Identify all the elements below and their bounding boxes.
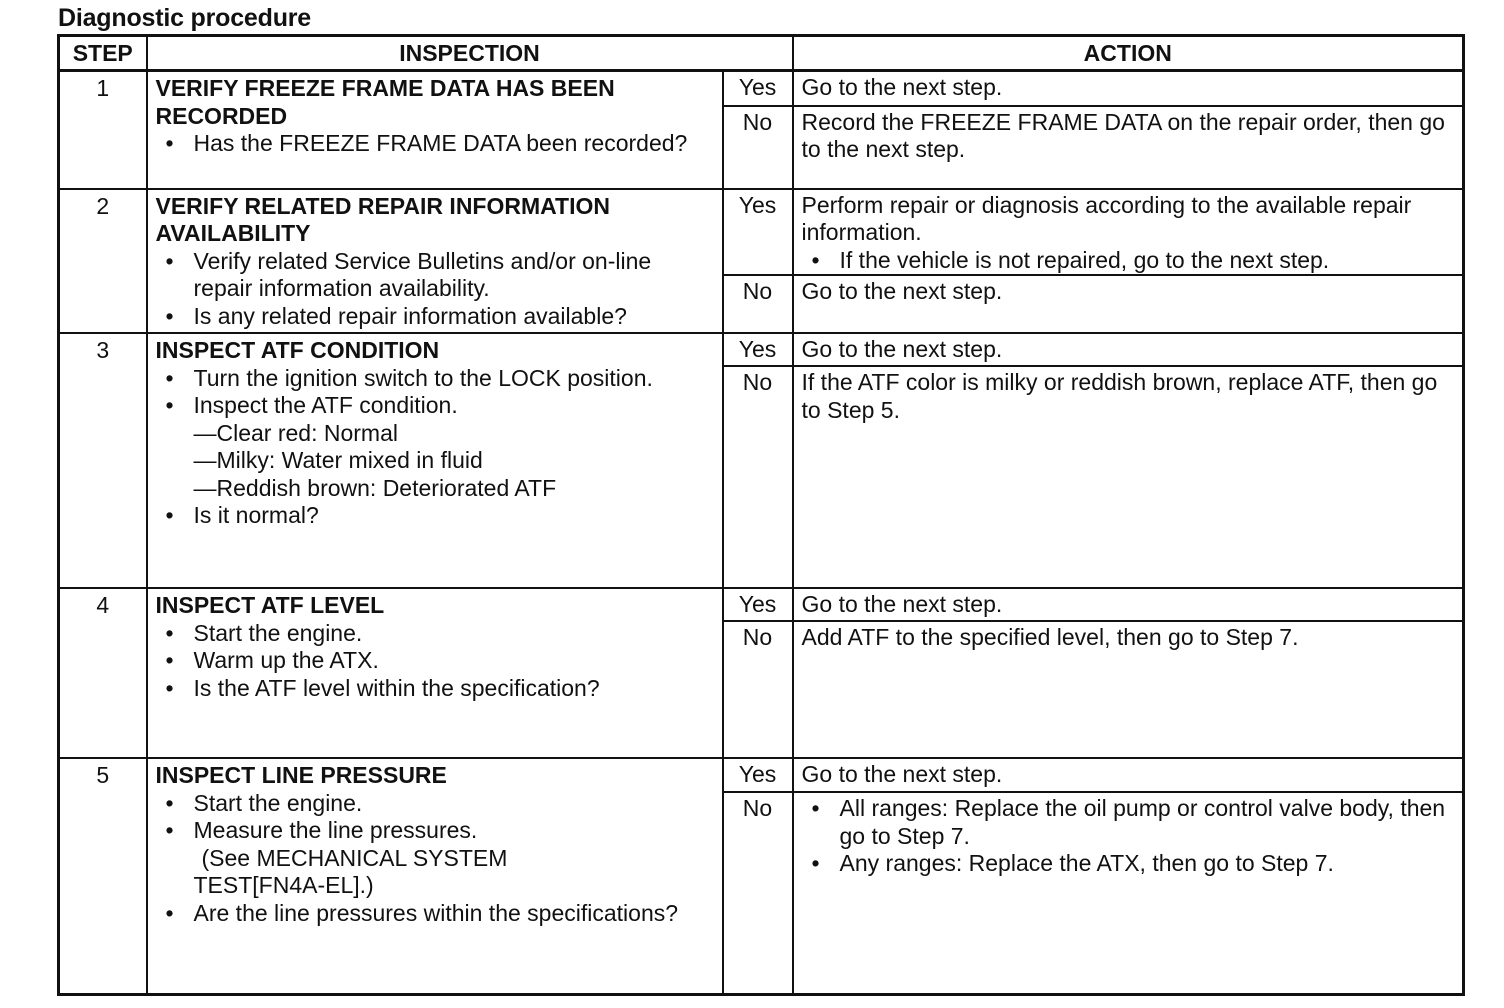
- no-action: Go to the next step.: [793, 275, 1464, 333]
- inspection-bullet: [156, 392, 714, 502]
- condition-item: — Clear red: Normal: [194, 420, 714, 448]
- inspection-bullet: • Verify related Service Bulletins and/or on-line repair information availability.: [156, 248, 714, 303]
- no-label: No: [723, 621, 793, 758]
- inspection-bullet: • Start the engine.: [156, 620, 714, 648]
- step-1-yes-row: [59, 71, 1464, 106]
- no-label: No: [723, 792, 793, 995]
- yes-label: Yes: [723, 758, 793, 792]
- action-bullet: • All ranges: Replace the oil pump or control valve body, then go to Step 7.: [802, 795, 1455, 850]
- step-number: 5: [59, 758, 147, 995]
- step-2-yes-row: [59, 189, 1464, 276]
- step-inspection: [147, 71, 723, 189]
- yes-action: Go to the next step.: [793, 588, 1464, 621]
- step-inspection: [147, 333, 723, 588]
- reference-note: (See MECHANICAL SYSTEM: [201, 844, 508, 871]
- header-inspection: INSPECTION: [147, 36, 793, 71]
- inspection-bullet: • Is it normal?: [156, 502, 714, 530]
- step-5-yes-row: [59, 758, 1464, 792]
- inspection-bullet: • Warm up the ATX.: [156, 647, 714, 675]
- table-header-row: [59, 36, 1464, 71]
- yes-action-text: Perform repair or diagnosis according to the available repair information.: [801, 191, 1412, 245]
- no-action: [793, 792, 1464, 995]
- yes-action: Go to the next step.: [793, 71, 1464, 106]
- inspection-bullet: [156, 817, 714, 900]
- condition-item: — Reddish brown: Deteriorated ATF: [194, 475, 714, 503]
- no-label: No: [723, 106, 793, 189]
- yes-label: Yes: [723, 71, 793, 106]
- inspection-bullet-text: Inspect the ATF condition.: [193, 392, 458, 418]
- yes-label: Yes: [723, 588, 793, 621]
- condition-item: — Milky: Water mixed in fluid: [194, 447, 714, 475]
- step-4-yes-row: [59, 588, 1464, 621]
- no-label: No: [723, 366, 793, 588]
- step-title: INSPECT LINE PRESSURE: [155, 762, 447, 788]
- step-title: VERIFY RELATED REPAIR INFORMATION AVAILABILITY: [155, 192, 610, 246]
- yes-action: Go to the next step.: [793, 333, 1464, 366]
- action-bullet: • Any ranges: Replace the ATX, then go to Step 7.: [802, 850, 1455, 878]
- yes-label: Yes: [723, 333, 793, 366]
- step-number: 3: [59, 333, 147, 588]
- yes-action: [793, 189, 1464, 276]
- step-number: 1: [59, 71, 147, 189]
- step-title: INSPECT ATF CONDITION: [155, 337, 440, 363]
- step-number: 4: [59, 588, 147, 758]
- header-action: ACTION: [793, 36, 1464, 71]
- inspection-bullet-text: Measure the line pressures.: [193, 817, 478, 843]
- no-label: No: [723, 275, 793, 333]
- step-title: VERIFY FREEZE FRAME DATA HAS BEEN RECORDED: [155, 75, 615, 129]
- step-number: 2: [59, 189, 147, 334]
- no-action: If the ATF color is milky or reddish brown, replace ATF, then go to Step 5.: [793, 366, 1464, 588]
- diagnostic-table: [57, 34, 1465, 996]
- step-inspection: [147, 588, 723, 758]
- step-inspection: [147, 189, 723, 334]
- inspection-bullet: • Turn the ignition switch to the LOCK position.: [156, 365, 714, 393]
- yes-action-bullet: • If the vehicle is not repaired, go to the next step.: [802, 247, 1455, 275]
- inspection-bullet: • Start the engine.: [156, 790, 714, 818]
- no-action: Record the FREEZE FRAME DATA on the repair order, then go to the next step.: [793, 106, 1464, 189]
- inspection-bullet: • Is the ATF level within the specification?: [156, 675, 714, 703]
- step-title: INSPECT ATF LEVEL: [155, 592, 385, 618]
- no-action: Add ATF to the specified level, then go to Step 7.: [793, 621, 1464, 758]
- condition-list: [194, 420, 714, 503]
- inspection-bullet: • Are the line pressures within the specifications?: [156, 900, 714, 928]
- step-inspection: [147, 758, 723, 995]
- step-3-yes-row: [59, 333, 1464, 366]
- header-step: STEP: [59, 36, 147, 71]
- yes-action: Go to the next step.: [793, 758, 1464, 792]
- inspection-bullet: • Is any related repair information available?: [156, 303, 714, 331]
- page-title: Diagnostic procedure: [58, 4, 311, 32]
- yes-label: Yes: [723, 189, 793, 276]
- inspection-bullet: • Has the FREEZE FRAME DATA been recorded?: [156, 130, 714, 158]
- reference-note: TEST[FN4A-EL].): [193, 872, 374, 898]
